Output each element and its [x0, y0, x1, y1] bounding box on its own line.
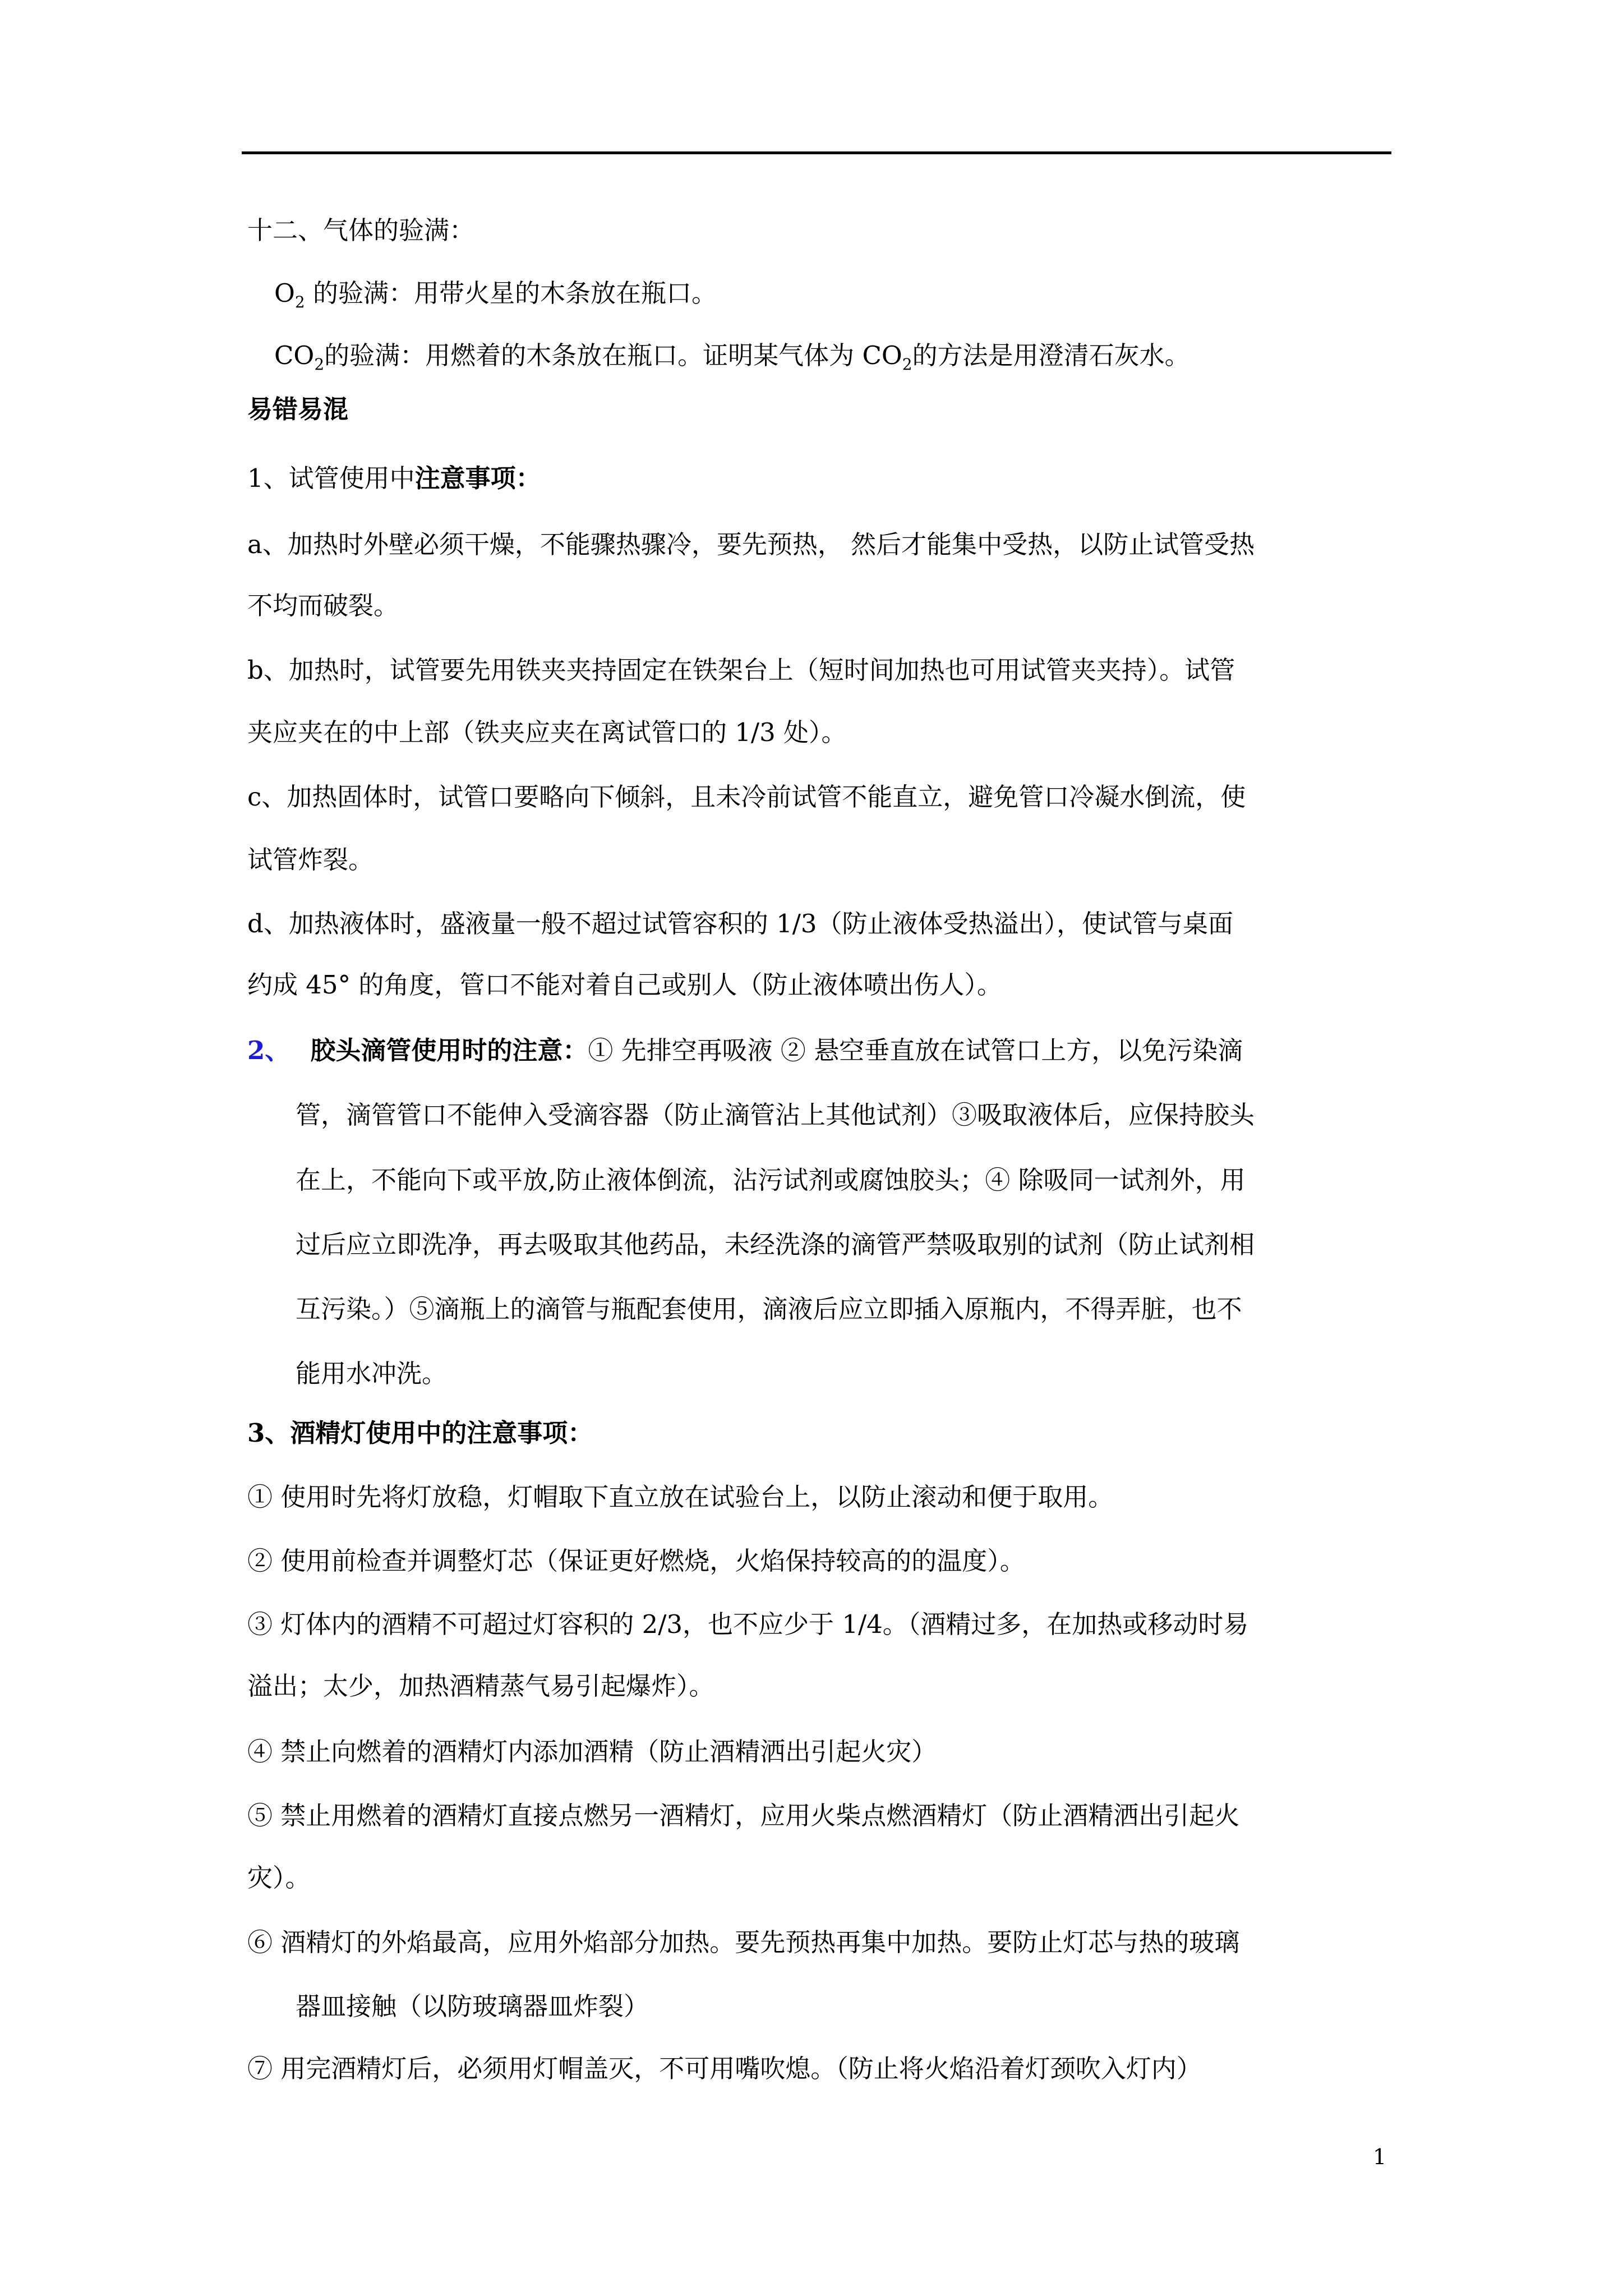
alcohol-lamp-step-3-line1: ③ 灯体内的酒精不可超过灯容积的 2/3，也不应少于 1/4。（酒精过多，在加热或移动时易: [247, 1609, 1249, 1639]
item1-heading: 1、试管使用中注意事项：: [247, 463, 541, 493]
co2-test-line: $CO_2$的验满：用燃着的木条放在瓶口。证明某气体为 $CO_2$的方法是用澄清石灰水。: [274, 341, 1190, 374]
item2-line4: 过后应立即洗净，再去吸取其他药品，未经洗涤的滴管严禁吸取别的试剂（防止试剂相: [296, 1230, 1255, 1259]
alcohol-lamp-step-7: ⑦ 用完酒精灯后，必须用灯帽盖灭，不可用嘴吹熄。（防止将火焰沿着灯颈吹入灯内）: [247, 2054, 1202, 2083]
header-rule: [242, 151, 1391, 154]
item1-b-line1: b、加热时，试管要先用铁夹夹持固定在铁架台上（短时间加热也可用试管夹夹持）。试管: [247, 655, 1235, 685]
item2-line1: 2、 胶头滴管使用时的注意：① 先排空再吸液 ② 悬空垂直放在试管口上方，以免污染滴: [247, 1036, 1243, 1065]
alcohol-lamp-step-3-line2: 溢出；太少，加热酒精蒸气易引起爆炸）。: [247, 1671, 714, 1701]
item2-line3: 在上，不能向下或平放,防止液体倒流，沾污试剂或腐蚀胶头；④ 除吸同一试剂外，用: [296, 1165, 1246, 1195]
alcohol-lamp-step-5-line2: 灾）。: [247, 1863, 311, 1893]
o2-test-line: $O_2$ 的验满：用带火星的木条放在瓶口。: [274, 278, 717, 311]
heading-twelve: 十二、气体的验满：: [247, 215, 475, 245]
alcohol-lamp-step-2: ② 使用前检查并调整灯芯（保证更好燃烧，火焰保持较高的的温度）。: [247, 1546, 1025, 1576]
item1-b-line2: 夹应夹在的中上部（铁夹应夹在离试管口的 1/3 处）。: [247, 717, 847, 747]
alcohol-lamp-step-1: ① 使用时先将灯放稳，灯帽取下直立放在试验台上，以防止滚动和便于取用。: [247, 1482, 1114, 1512]
alcohol-lamp-step-5-line1: ⑤ 禁止用燃着的酒精灯直接点燃另一酒精灯，应用火柴点燃酒精灯（防止酒精洒出引起火: [247, 1801, 1240, 1830]
section-title: 易错易混: [247, 394, 349, 424]
item1-a-line2: 不均而破裂。: [247, 591, 399, 620]
item1-c-line2: 试管炸裂。: [247, 845, 374, 875]
item1-d-line2: 约成 45° 的角度，管口不能对着自己或别人（防止液体喷出伤人）。: [247, 970, 1002, 1000]
item3-heading: 3、酒精灯使用中的注意事项：: [247, 1418, 593, 1448]
item2-line6: 能用水冲洗。: [296, 1359, 448, 1388]
item1-a-line1: a、加热时外壁必须干燥，不能骤热骤冷，要先预热， 然后才能集中受热，以防止试管受热: [247, 530, 1255, 559]
item2-line2: 管，滴管管口不能伸入受滴容器（防止滴管沾上其他试剂）③吸取液体后，应保持胶头: [296, 1100, 1255, 1130]
item1-c-line1: c、加热固体时，试管口要略向下倾斜，且未冷前试管不能直立，避免管口冷凝水倒流，使: [247, 782, 1246, 812]
alcohol-lamp-step-6-line2: 器皿接触（以防玻璃器皿炸裂）: [296, 1991, 649, 2021]
alcohol-lamp-step-6-line1: ⑥ 酒精灯的外焰最高，应用外焰部分加热。要先预热再集中加热。要防止灯芯与热的玻璃: [247, 1927, 1240, 1957]
item2-line5: 互污染。）⑤滴瓶上的滴管与瓶配套使用，滴液后应立即插入原瓶内，不得弄脏，也不: [296, 1294, 1242, 1324]
item1-d-line1: d、加热液体时，盛液量一般不超过试管容积的 1/3（防止液体受热溢出），使试管与桌面: [247, 909, 1234, 938]
alcohol-lamp-step-4: ④ 禁止向燃着的酒精灯内添加酒精（防止酒精洒出引起火灾）: [247, 1737, 937, 1766]
page-number: 1: [1373, 2145, 1387, 2169]
